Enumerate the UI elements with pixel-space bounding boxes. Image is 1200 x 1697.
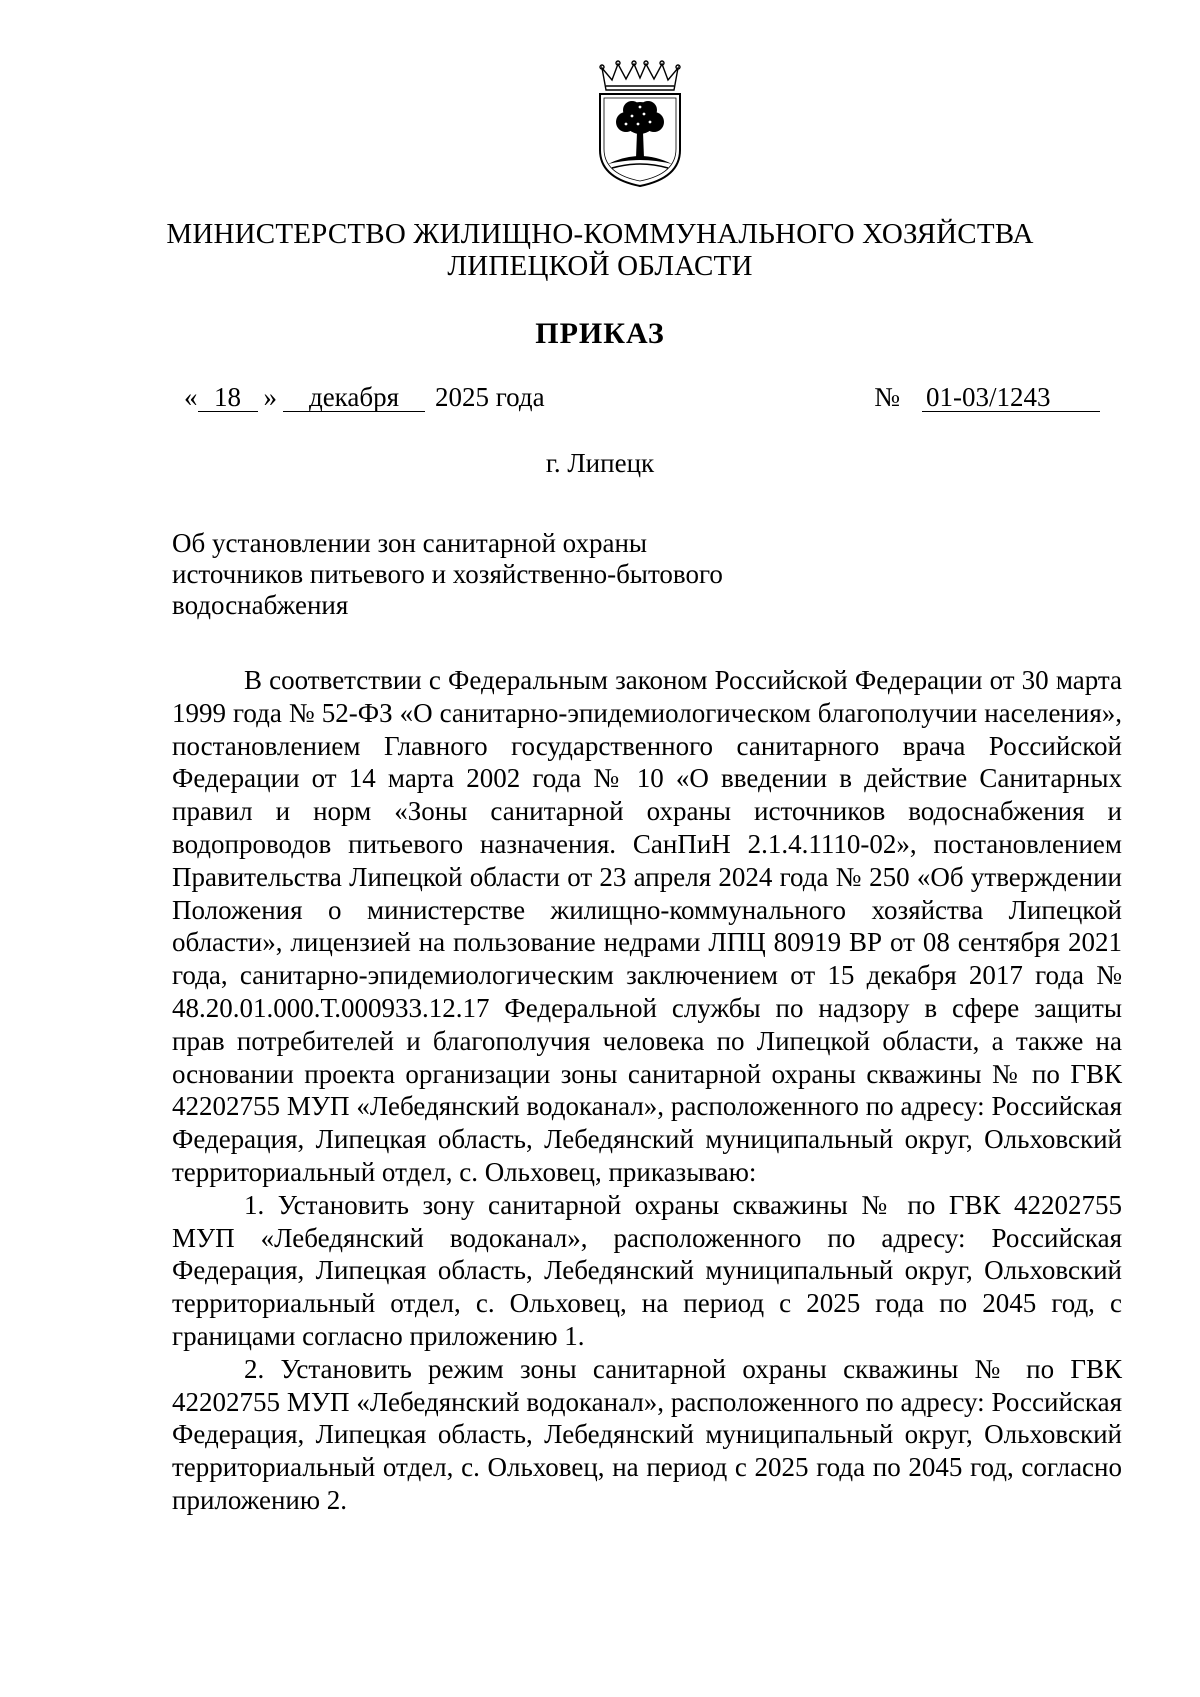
ministry-name (0, 218, 1200, 282)
document-type-title: ПРИКАЗ (535, 317, 665, 350)
order-item-2: 2. Установить режим зоны санитарной охраны скважины № по ГВК 42202755 МУП «Лебедянский водоканал», расположенного по адресу: Российская Федерация, Липецкая область, Лебедянский муниципальный округ, Ольховский территориальный отдел, с. Ольховец, на период с 2025 года по 2045 год, согласно приложению 2. (172, 1353, 1122, 1515)
ministry-name-line2: ЛИПЕЦКОЙ ОБЛАСТИ (447, 250, 753, 282)
order-item-1: 1. Установить зону санитарной охраны скважины № по ГВК 42202755 МУП «Лебедянский водоканал», расположенного по адресу: Российская Федерация, Липецкая область, Лебедянский муниципальный округ, Ольховский территориальный отдел, с. Ольховец, на период с 2025 года по 2045 год, с границами согласно приложению 1. (172, 1189, 1122, 1351)
order-number-value: 01-03/1243 (922, 383, 1100, 412)
subject-line3: водоснабжения (172, 590, 349, 620)
order-day: 18 (198, 383, 258, 412)
number-sign: № (874, 382, 900, 412)
order-subject (172, 528, 723, 621)
order-body (172, 664, 1122, 1517)
quote-close: » (263, 382, 277, 412)
preamble-paragraph: В соответствии с Федеральным законом Российской Федерации от 30 марта 1999 года № 52-ФЗ «О санитарно-эпидемиологическом благополучии населения», постановлением Главного государственного санитарного врача Российской Федерации от 14 марта 2002 года № 10 «О введении в действие Санитарных правил и норм «Зоны санитарной охраны источников водоснабжения и водопроводов питьевого назначения. СанПиН 2.1.4.1110-02», постановлением Правительства Липецкой области от 23 апреля 2024 года № 250 «Об утверждении Положения о министерстве жилищно-коммунального хозяйства Липецкой области», лицензией на пользование недрами ЛПЦ 80919 ВР от 08 сентября 2021 года, санитарно-эпидемиологическим заключением от 15 декабря 2017 года № 48.20.01.000.Т.000933.12.17 Федеральной службы по надзору в сфере защиты прав потребителей и благополучия человека по Липецкой области, а также на основании проекта организации зоны санитарной охраны скважины № по ГВК 42202755 МУП «Лебедянский водоканал», расположенного по адресу: Российская Федерация, Липецкая область, Лебедянский муниципальный округ, Ольховский территориальный отдел, с. Ольховец, приказываю: (172, 665, 1122, 1187)
subject-line1: Об установлении зон санитарной охраны (172, 528, 648, 558)
order-year: 2025 года (435, 382, 545, 412)
order-month: декабря (283, 383, 425, 412)
ministry-name-line1: МИНИСТЕРСТВО ЖИЛИЩНО-КОММУНАЛЬНОГО ХОЗЯЙСТВА (166, 218, 1034, 250)
subject-line2: источников питьевого и хозяйственно-бытового (172, 559, 723, 589)
city: г. Липецк (545, 448, 655, 478)
order-date (184, 382, 545, 413)
lipetsk-coat-of-arms-icon (592, 60, 688, 188)
quote-open: « (184, 382, 198, 412)
order-number (874, 382, 1100, 413)
